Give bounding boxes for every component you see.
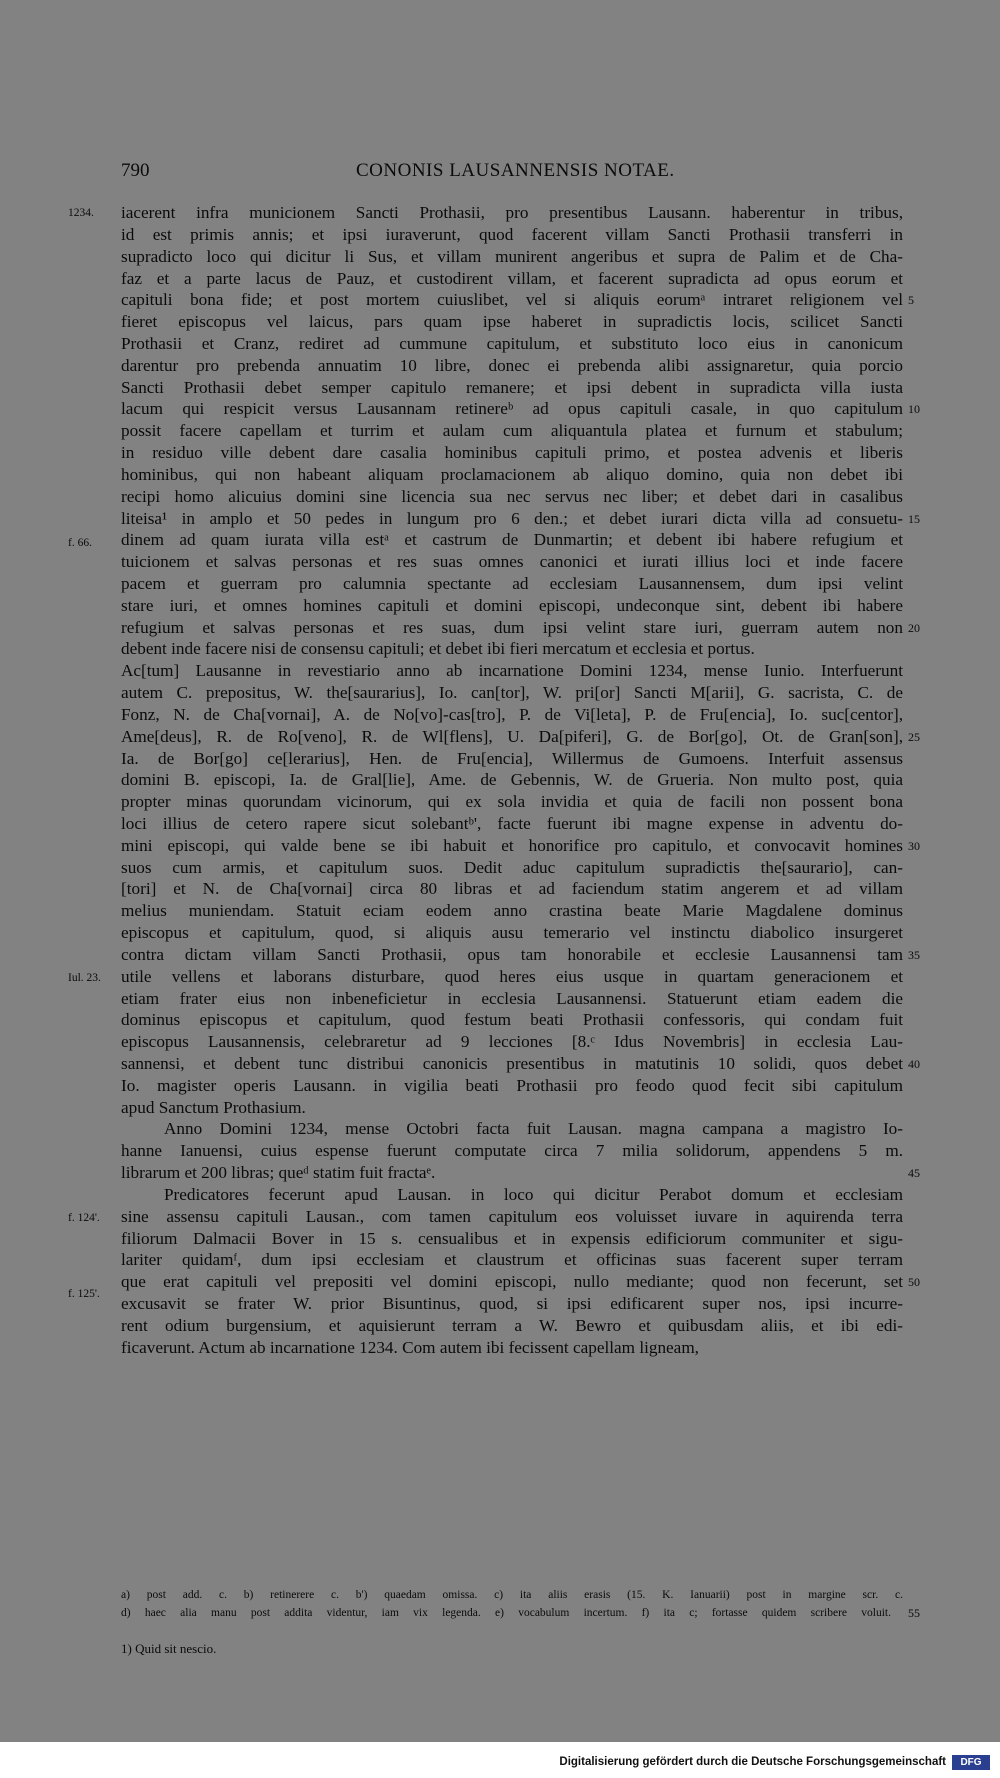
line-number: 50 xyxy=(908,1275,920,1290)
text-line: loci illius de cetero rapere sicut solebantᵇ', facte fuerunt ibi magne expense in adventu do- xyxy=(121,814,903,833)
text-line: filiorum Dalmacii Bover in 15 s. censualibus et in expensis edificiorum communiter et sigu- xyxy=(121,1228,903,1248)
text-line: sannensi, et debent tunc distribui canonicis presentibus in matutinis 10 solidi, quos debet xyxy=(121,1054,903,1073)
text-line: excusavit se frater W. prior Bisuntinus, quod, si ipsi edificarent super nos, ipsi incurre- xyxy=(121,1294,903,1313)
margin-folio: f. 124'. xyxy=(68,1212,100,1224)
page-title: CONONIS LAUSANNENSIS NOTAE. xyxy=(356,160,675,181)
text-line: librarum et 200 libras; queᵈ statim fuit fractaᵉ. xyxy=(121,1163,436,1183)
text-line: Ia. de Bor[go] ce[lerarius], Hen. de Fru[encia], Willermus de Gumoens. Interfuit assensus xyxy=(121,748,903,768)
text-line: melius muniendam. Statuit eciam eodem anno crastina beate Marie Magdalene dominus xyxy=(121,901,903,921)
text-line: id est primis annis; et ipsi iuraverunt, quod facerent villam Sancti Prothasii transferri in xyxy=(121,224,903,244)
line-number: 20 xyxy=(908,620,920,635)
dfg-logo: DFG xyxy=(952,1755,990,1770)
text-line: Anno Domini 1234, mense Octobri facta fuit Lausan. magna campana a magistro Io- xyxy=(164,1119,903,1139)
line-number: 30 xyxy=(908,838,920,853)
text-line: lariter quidamᶠ, dum ipsi ecclesiam et claustrum et officinas suas facerent super terram xyxy=(121,1250,903,1270)
text-line: Prothasii et Cranz, rediret ad cummune capitulum, et substituto loco eius in canonicum xyxy=(121,333,903,353)
text-line: faz et a parte lacus de Pauz, et custodirent villam, et facerent supradicta ad opus eorum et xyxy=(121,268,903,288)
text-line: fieret episcopus vel laicus, pars quam ipse haberet in supradictis locis, scilicet Sancti xyxy=(121,312,903,332)
page-number: 790 xyxy=(121,160,150,181)
text-line: darentur pro prebenda annuatim 10 libre, donec ei prebenda alibi assignaretur, quia porcio xyxy=(121,355,903,375)
apparatus-line: d) haec alia manu post addita videntur, iam vix legenda. e) vocabulum incertum. f) ita c; fortasse quidem scribere voluit. xyxy=(121,1607,891,1619)
text-line: autem C. prepositus, W. the[saurarius], Io. can[tor], W. pri[or] Sancti M[arii], G. sacrista, C. de xyxy=(121,683,903,702)
text-line: episcopus et capitulum, quod, si aliquis ausu temerario vel instinctu diabolico insurgeret xyxy=(121,923,903,943)
text-line: suos cum armis, et capitulum suos. Dedit aduc capitulum supradictis the[saurario], can- xyxy=(121,857,903,877)
text-line: hominibus, qui non habeant aliquam proclamacionem ab aliquo domino, quia non debet ibi xyxy=(121,464,903,484)
text-line: ficaverunt. Actum ab incarnatione 1234. Com autem ibi fecissent capellam ligneam, xyxy=(121,1337,699,1357)
running-header xyxy=(0,160,1000,184)
text-line: dinem ad quam iurata villa estᵃ et castrum de Dunmartin; et debent ibi habere refugium et xyxy=(121,530,903,550)
line-number: 40 xyxy=(908,1057,920,1071)
line-number: 15 xyxy=(908,511,920,526)
text-line: refugium et salvas personas et res suas, dum ipsi velint stare iuri, guerram autem non xyxy=(121,617,903,637)
line-number: 55 xyxy=(908,1606,920,1620)
margin-folio: f. 66. xyxy=(68,537,92,549)
text-line: tuicionem et salvas personas et res suas omnes canonici et iurati illius loci et inde facere xyxy=(121,552,903,572)
text-line: lacum qui respicit versus Lausannam retinereᵇ ad opus capituli casale, in quo capitulum xyxy=(121,399,903,419)
text-line: Sancti Prothasii debet semper capitulo remanere; et ipsi debent in supradicta villa iusta xyxy=(121,377,903,397)
text-line: dominus episcopus et capitulum, quod festum beati Prothasii confessoris, qui condam fuit xyxy=(121,1010,903,1030)
text-line: in residuo ville debent dare casalia hominibus capituli primo, et postea advenis et liberis xyxy=(121,443,903,462)
text-line: recipi homo alicuius domini sine licencia sua nec servus nec liber; et debet dari in casalibus xyxy=(121,486,903,506)
text-line: propter minas quorundam vicinorum, qui ex sola invidia et quia de facili non possent bona xyxy=(121,792,903,812)
text-line: rent odium burgensium, et aquisierunt terram a W. Bewro et quibusdam aliis, et ibi edi- xyxy=(121,1315,903,1335)
text-line: stare iuri, et omnes homines capituli et domini episcopi, undeconque sint, debent ibi habere xyxy=(121,595,903,615)
line-number: 35 xyxy=(908,947,920,962)
line-number: 45 xyxy=(908,1166,920,1181)
text-line: episcopus Lausannensis, celebraretur ad 9 lecciones [8.ᶜ Idus Novembris] in ecclesia Lau- xyxy=(121,1032,903,1052)
text-line: Ame[deus], R. de Ro[veno], R. de Wl[flens], U. Da[piferi], G. de Bor[go], Ot. de Gran[son], xyxy=(121,726,903,746)
text-line: pacem et guerram pro calumnia spectante ad ecclesiam Lausannensem, dum ipsi velint xyxy=(121,573,903,593)
text-line: liteisa¹ in amplo et 50 pedes in lungum pro 6 den.; et debet iurari dicta villa ad consuetu- xyxy=(121,508,903,528)
text-line: supradicto loco qui dicitur li Sus, et villam munirent angeribus et supra de Palim et de Cha- xyxy=(121,246,903,266)
text-line: etiam frater eius non inbeneficietur in ecclesia Lausannensi. Statuerunt etiam eadem die xyxy=(121,988,903,1008)
line-number: 25 xyxy=(908,729,920,744)
apparatus-line: a) post add. c. b) retinerere c. b') quaedam omissa. c) ita aliis erasis (15. K. Ianuarii) post in margine scr. c. xyxy=(121,1589,903,1601)
line-number: 10 xyxy=(908,402,920,417)
text-line: Fonz, N. de Cha[vornai], A. de No[vo]-cas[tro], P. de Vi[leta], P. de Fru[encia], Io. suc[centor], xyxy=(121,704,903,724)
footer-bar xyxy=(0,1742,1000,1778)
line-number: 5 xyxy=(908,293,914,308)
text-line: domini B. episcopi, Ia. de Gral[lie], Ame. de Gebennis, W. de Grueria. Non multo post, quia xyxy=(121,770,903,790)
text-line: Io. magister operis Lausann. in vigilia beati Prothasii pro feodo quod fecit sibi capitulum xyxy=(121,1075,903,1095)
text-line: hanne Ianuensi, cuius espense fuerunt computate circa 7 milia solidorum, appendens 5 m. xyxy=(121,1141,903,1161)
text-line: [tori] et N. de Cha[vornai] circa 80 libras et ad faciendum statim angerem et ad villam xyxy=(121,879,903,899)
text-line: sine assensu capituli Lausan., com tamen capitulum eos voluisset iuvare in aquirenda terra xyxy=(121,1206,903,1226)
margin-year: 1234. xyxy=(68,207,94,219)
text-line: apud Sanctum Prothasium. xyxy=(121,1097,306,1117)
text-line: iacerent infra municionem Sancti Prothasii, pro presentibus Lausann. haberentur in tribus, xyxy=(121,203,903,222)
funding-text: Digitalisierung gefördert durch die Deutsche Forschungsgemeinschaft xyxy=(559,1756,946,1768)
margin-folio: f. 125'. xyxy=(68,1288,100,1300)
margin-date: Iul. 23. xyxy=(68,972,101,984)
text-line: mini episcopi, qui valde bene se ibi habuit et honorifice pro capitulo, et convocavit homines xyxy=(121,835,903,855)
text-line: Ac[tum] Lausanne in revestiario anno ab incarnatione Domini 1234, mense Iunio. Interfuerunt xyxy=(121,661,903,681)
footnote: 1) Quid sit nescio. xyxy=(121,1641,217,1656)
text-line: que erat capituli vel prepositi vel domini episcopi, nullo mediante; quod non fecerunt, set xyxy=(121,1272,903,1292)
text-line: Predicatores fecerunt apud Lausan. in loco qui dicitur Perabot domum et ecclesiam xyxy=(164,1184,903,1204)
text-line: possit facere capellam et turrim et aulam cum aliquantula platea et furnum et stabulum; xyxy=(121,421,903,441)
text-line: utile vellens et laborans disturbare, quod heres eius usque in quartam generacionem et xyxy=(121,966,903,986)
text-line: debent inde facere nisi de consensu capituli; et debet ibi fieri mercatum et ecclesia et portus. xyxy=(121,639,755,659)
text-line: contra dictam villam Sancti Prothasii, opus tam honorabile et ecclesie Lausannensi tam xyxy=(121,944,903,964)
text-line: capituli bona fide; et post mortem cuiuslibet, vel si aliquis eorumᵃ intraret religionem vel xyxy=(121,290,903,310)
